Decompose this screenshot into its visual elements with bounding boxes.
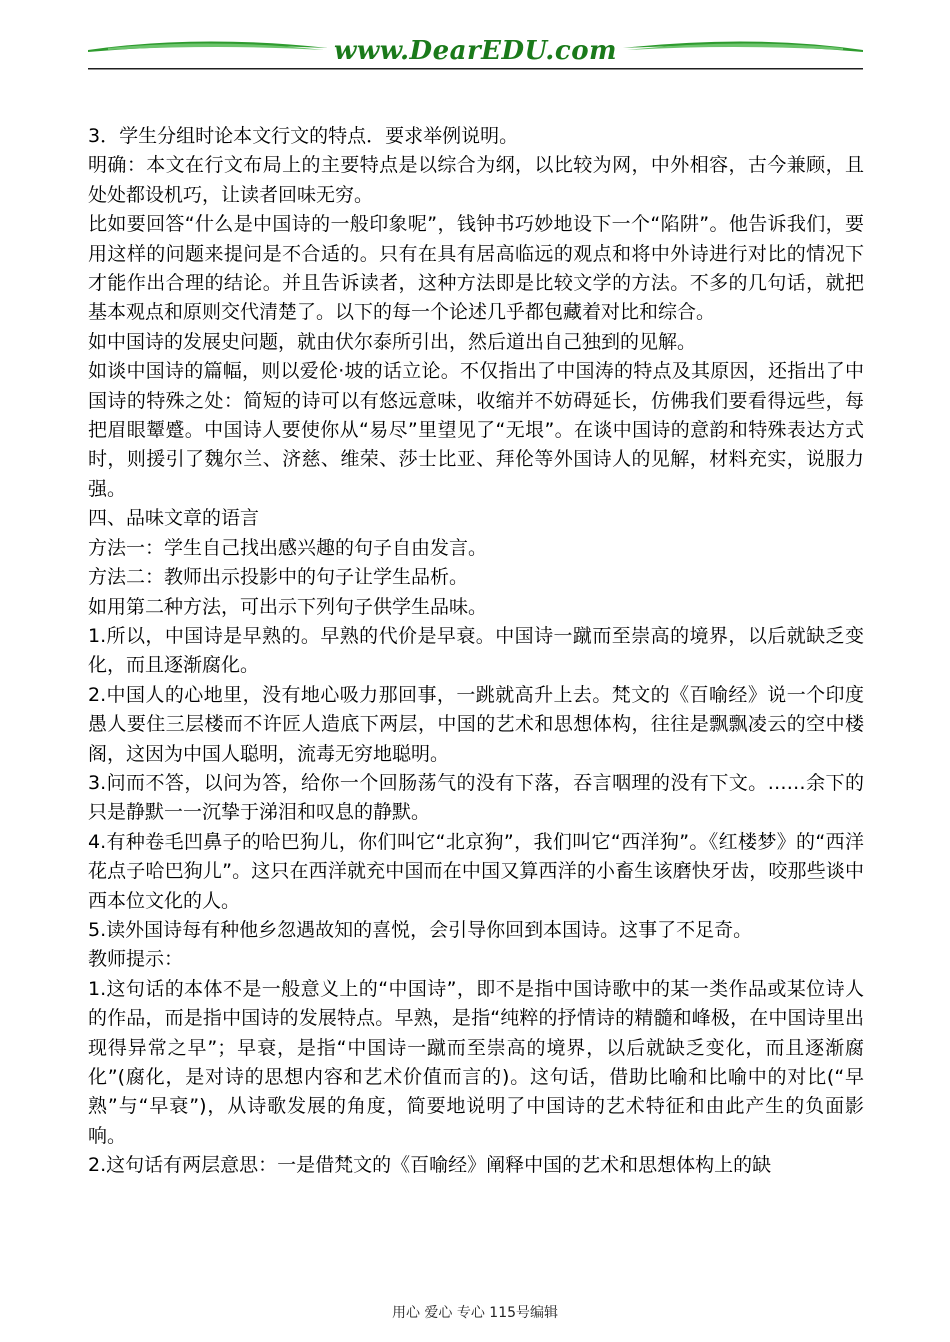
paragraph: 如用第二种方法，可出示下列句子供学生品味。: [88, 595, 488, 618]
logo-text: www.DearEDU.com: [333, 36, 618, 66]
paragraph: 方法二：教师出示投影中的句子让学生品析。: [88, 566, 469, 589]
list-item: 2.中国人的心地里，没有地心吸力那回事，一跳就高升上去。梵文的《百喻经》说一个印度愚人要住三层楼而不许匠人造底下两层，中国的艺术和思想体构，往往是飘飘凌云的空中楼阁，这因为中国人聪明，流毒无穷地聪明。: [88, 683, 864, 765]
section-heading: 四、品味文章的语言: [88, 507, 260, 530]
list-item: 1.这句话的本体不是一般意义上的“中国诗”，即不是指中国诗歌中的某一类作品或某位诗人的作品，而是指中国诗的发展特点。早熟，是指“纯粹的抒情诗的精髓和峰极，在中国诗里出现得异常之早”；早衰，是指“中国诗一蹴而至崇高的境界，以后就缺乏变化，而且逐渐腐化”(腐化，是对诗的思想内容和艺术价值而言的)。这句话，借助比喻和比喻中的对比(“早熟”与“早衰”)，从诗歌发展的角度，简要地说明了中国诗的艺术特征和由此产生的负面影响。: [88, 977, 864, 1147]
paragraph: 如中国诗的发展史问题，就由伏尔泰所引出，然后道出自己独到的见解。: [88, 330, 697, 353]
paragraph: 方法一：学生自己找出感兴趣的句子自由发言。: [88, 536, 488, 559]
list-item: 4.有种卷毛凹鼻子的哈巴狗儿，你们叫它“北京狗”，我们叫它“西洋狗”。《红楼梦》的“西洋花点子哈巴狗儿”。这只在西洋就充中国而在中国又算西洋的小畜生该磨快牙齿，咬那些谈中西本位文化的人。: [88, 830, 864, 912]
paragraph: 3．学生分组时论本文行文的特点．要求举例说明。: [88, 125, 519, 147]
header-logo: [88, 28, 863, 74]
paragraph: 如谈中国诗的篇幅，则以爱伦·坡的话立论。不仅指出了中国涛的特点及其原因，还指出了中国诗的特殊之处：简短的诗可以有悠远意味，收缩并不妨碍延长，仿佛我们要看得远些，每把眉眼颦蹙。中国诗人要使你从“易尽”里望见了“无垠”。在谈中国诗的意韵和特殊表达方式时，则援引了魏尔兰、济慈、维荣、莎士比亚、拜伦等外国诗人的见解，材料充实，说服力强。: [88, 360, 864, 500]
page-footer: 用心 爱心 专心 115号编辑: [391, 1305, 559, 1321]
list-item: 5.读外国诗每有种他乡忽遇故知的喜悦，会引导你回到本国诗。这事了不足奇。: [88, 918, 753, 941]
paragraph: 教师提示：: [88, 948, 184, 971]
paragraph: 明确：本文在行文布局上的主要特点是以综合为纲，以比较为网，中外相容，古今兼顾，且处处都设机巧，让读者回味无穷。: [88, 154, 864, 206]
list-item: 2.这句话有两层意思：一是借梵文的《百喻经》阐释中国的艺术和思想体构上的缺: [88, 1154, 772, 1177]
paragraph: 比如要回答“什么是中国诗的一般印象呢”，钱钟书巧妙地设下一个“陷阱”。他告诉我们，要用这样的问题来提问是不合适的。只有在具有居高临远的观点和将中外诗进行对比的情况下才能作出合理的结论。并且告诉读者，这种方法即是比较文学的方法。不多的几句话，就把基本观点和原则交代清楚了。以下的每一个论述几乎都包藏着对比和综合。: [88, 213, 864, 324]
document-body: [88, 122, 864, 1181]
list-item: 3.问而不答，以问为答，给你一个回肠荡气的没有下落，吞言咽理的没有下文。……余下的只是静默一一沉挚于涕泪和叹息的静默。: [88, 771, 864, 824]
list-item: 1.所以，中国诗是早熟的。早熟的代价是早衰。中国诗一蹴而至崇高的境界，以后就缺乏变化，而且逐渐腐化。: [88, 624, 864, 677]
